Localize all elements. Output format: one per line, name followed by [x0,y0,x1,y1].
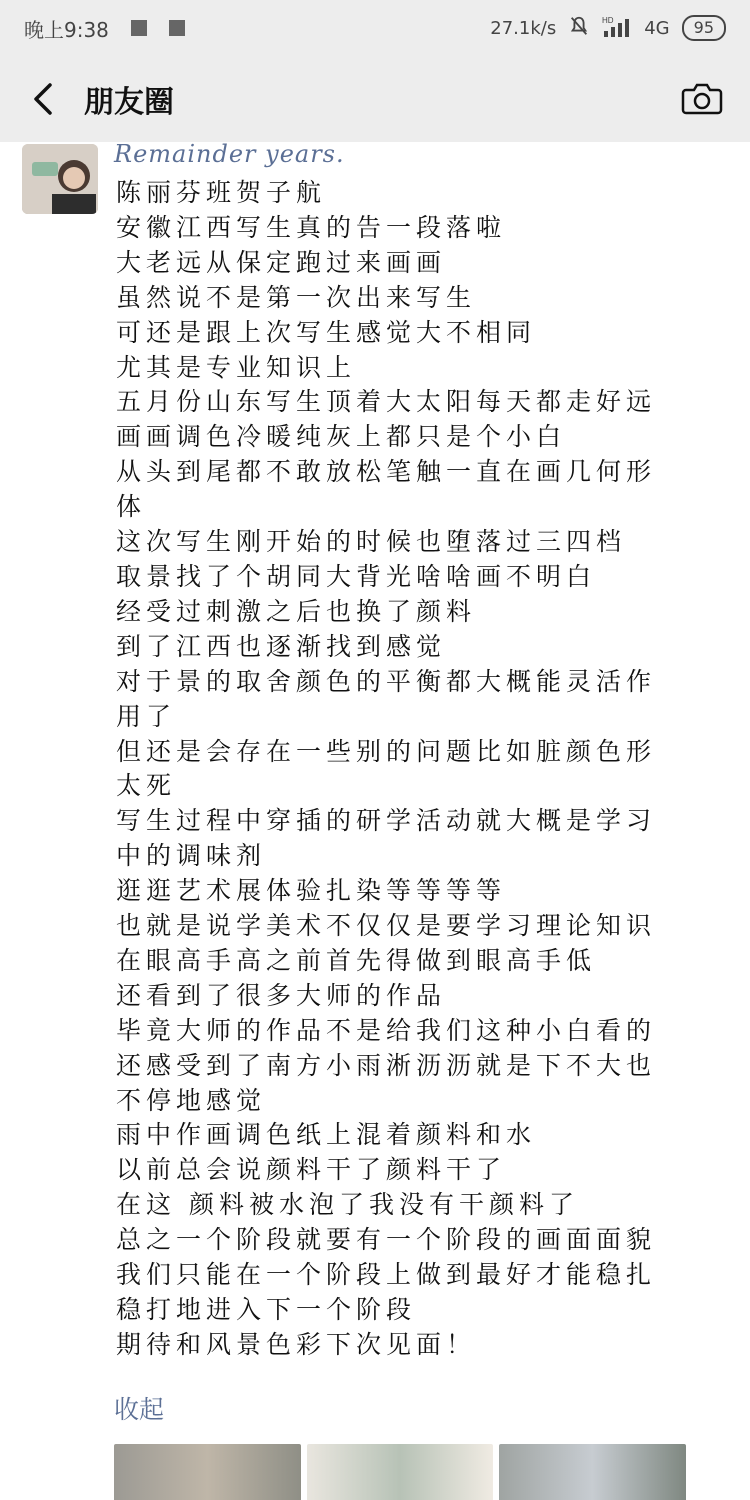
status-bar [0,0,750,56]
post-line: 中的调味剂 [116,841,267,871]
bell-off-icon [568,15,590,42]
post-line: 安徽江西写生真的告一段落啦 [116,212,507,242]
post-line: 画画调色冷暖纯灰上都只是个小白 [116,422,567,452]
avatar[interactable] [22,144,98,214]
post-line: 尤其是专业知识上 [116,352,357,382]
post-line: 这次写生刚开始的时候也堕落过三四档 [116,527,627,557]
post-image[interactable] [114,1444,301,1500]
battery-indicator: 95 [682,15,726,41]
post-line: 五月份山东写生顶着大太阳每天都走好远 [116,387,657,417]
collapse-link[interactable]: 收起 [114,1395,165,1424]
post-line: 写生过程中穿插的研学活动就大概是学习 [116,806,657,836]
post-line: 毕竟大师的作品不是给我们这种小白看的 [116,1015,657,1045]
post-image[interactable] [499,1444,686,1500]
post-line: 还看到了很多大师的作品 [116,980,447,1010]
post-line: 到了江西也逐渐找到感觉 [116,631,447,661]
post-line: 期待和风景色彩下次见面！ [116,1329,477,1359]
chevron-left-icon [32,81,56,117]
status-time: 晚上9:38 [24,17,109,42]
post-line: 体 [116,492,147,522]
post-body [116,176,706,1363]
notification-icon [131,20,147,36]
post-line: 也就是说学美术不仅仅是要学习理论知识 [116,911,657,941]
post-line: 对于景的取舍颜色的平衡都大概能灵活作 [116,666,657,696]
network-type: 4G [644,17,670,39]
post-line: 可还是跟上次写生感觉大不相同 [116,317,537,347]
post-line: 经受过刺激之后也换了颜料 [116,596,477,626]
camera-icon [681,82,723,116]
post-line: 取景找了个胡同大背光啥啥画不明白 [116,561,597,591]
post-line: 陈丽芬班贺子航 [116,178,327,207]
post-line: 太死 [116,771,177,801]
post-line: 雨中作画调色纸上混着颜料和水 [116,1120,537,1150]
post-line: 大老远从保定跑过来画画 [116,247,447,277]
post-line: 还感受到了南方小雨淅沥沥就是下不大也 [116,1050,657,1080]
post-line: 但还是会存在一些别的问题比如脏颜色形 [116,736,657,766]
post-line: 从头到尾都不敢放松笔触一直在画几何形 [116,457,657,487]
back-button[interactable] [24,79,64,119]
post-line: 虽然说不是第一次出来写生 [116,282,477,312]
page-title: 朋友圈 [84,85,174,120]
post-images [114,1444,686,1500]
post-line: 稳打地进入下一个阶段 [116,1295,417,1324]
post-line: 我们只能在一个阶段上做到最好才能稳扎 [116,1260,657,1290]
post-line: 总之一个阶段就要有一个阶段的画面面貌 [116,1225,657,1255]
navigation-bar [0,56,750,142]
post-line: 用了 [116,701,177,731]
moments-feed [0,142,750,1500]
signal-icon [602,15,632,42]
post-line: 在这 颜料被水泡了我没有干颜料了 [116,1190,579,1220]
post-image[interactable] [307,1444,494,1500]
svg-text:HD: HD [602,15,614,25]
notification-icon [169,20,185,36]
post-line: 以前总会说颜料干了颜料干了 [116,1155,507,1185]
network-speed: 27.1k/s [490,17,557,39]
status-right [490,15,726,42]
post-line: 在眼高手高之前首先得做到眼高手低 [116,945,597,975]
camera-button[interactable] [678,75,726,123]
post-line: 逛逛艺术展体验扎染等等等等 [116,876,507,906]
post-author[interactable]: Remainder years. [114,142,345,168]
post-line: 不停地感觉 [116,1085,267,1115]
